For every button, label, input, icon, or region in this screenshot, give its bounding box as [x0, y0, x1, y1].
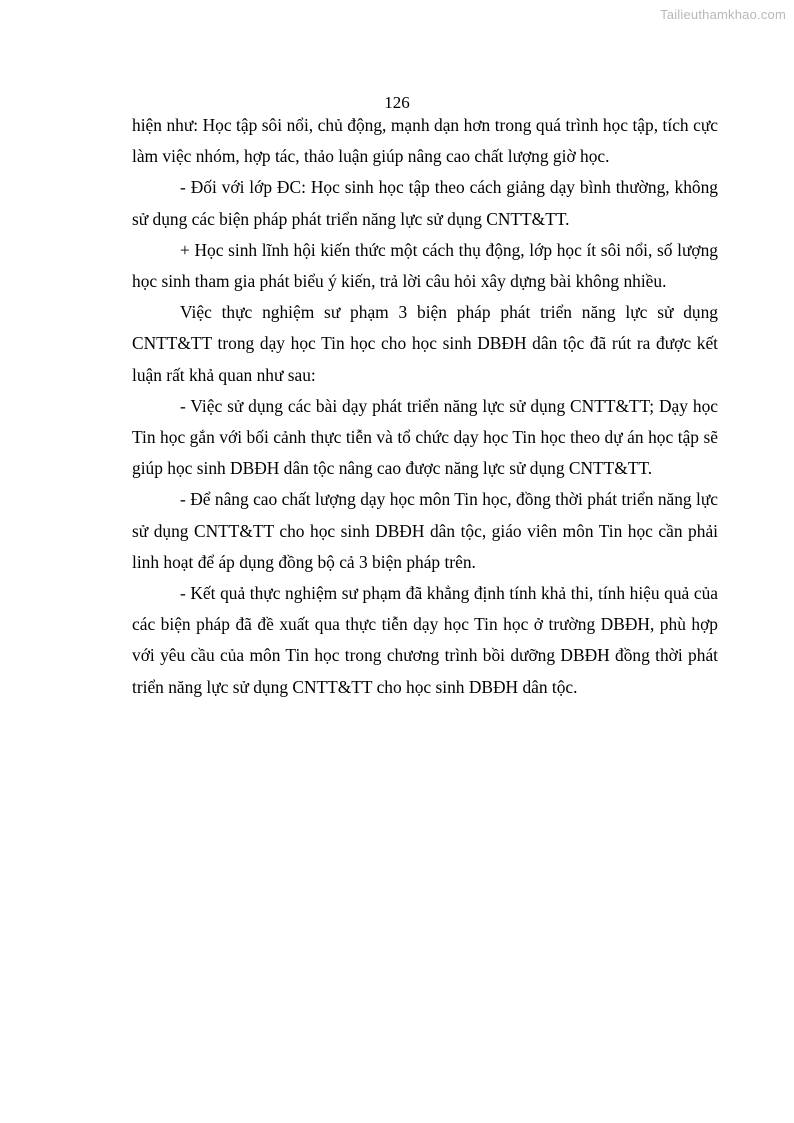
paragraph-conclusion-1: - Việc sử dụng các bài dạy phát triển năng lực sử dụng CNTT&TT; Dạy học Tin học gắn với bối cảnh thực tiễn và tổ chức dạy học Tin học theo dự án học tập sẽ giúp học sinh DBĐH dân tộc nâng cao được năng lực sử dụng CNTT&TT.	[132, 395, 718, 479]
paragraph-conclusion-2: - Để nâng cao chất lượng dạy học môn Tin học, đồng thời phát triển năng lực sử dụng CNTT&TT cho học sinh DBĐH dân tộc, giáo viên môn Tin học cần phải linh hoạt để áp dụng đồng bộ cả 3 biện pháp trên.	[132, 489, 718, 572]
paragraph-control-class: - Đối với lớp ĐC: Học sinh học tập theo cách giảng dạy bình thường, không sử dụng các biện pháp phát triển năng lực sử dụng CNTT&TT.	[132, 177, 718, 229]
paragraph-passive-learning: + Học sinh lĩnh hội kiến thức một cách thụ động, lớp học ít sôi nổi, số lượng học sinh tham gia phát biểu ý kiến, trả lời câu hỏi xây dựng bài không nhiều.	[132, 239, 718, 292]
watermark-text: Tailieuthamkhao.com	[660, 7, 786, 22]
paragraph-conclusion-3: - Kết quả thực nghiệm sư phạm đã khẳng định tính khả thi, tính hiệu quả của các biện pháp đã đề xuất qua thực tiễn dạy học Tin học ở trường DBĐH, phù hợp với yêu cầu của môn Tin học trong chương trình bồi dưỡng DBĐH đồng thời phát triển năng lực sử dụng CNTT&TT cho học sinh DBĐH dân tộc.	[132, 583, 718, 697]
paragraph-continuation: hiện như: Học tập sôi nổi, chủ động, mạnh dạn hơn trong quá trình học tập, tích cực làm việc nhóm, hợp tác, thảo luận giúp nâng cao chất lượng giờ học.	[132, 115, 718, 167]
page-number: 126	[384, 93, 410, 112]
document-body	[132, 110, 718, 703]
paragraph-experiment-conclusion: Việc thực nghiệm sư phạm 3 biện pháp phát triển năng lực sử dụng CNTT&TT trong dạy học Tin học cho học sinh DBĐH dân tộc đã rút ra được kết luận rất khả quan như sau:	[132, 302, 718, 385]
